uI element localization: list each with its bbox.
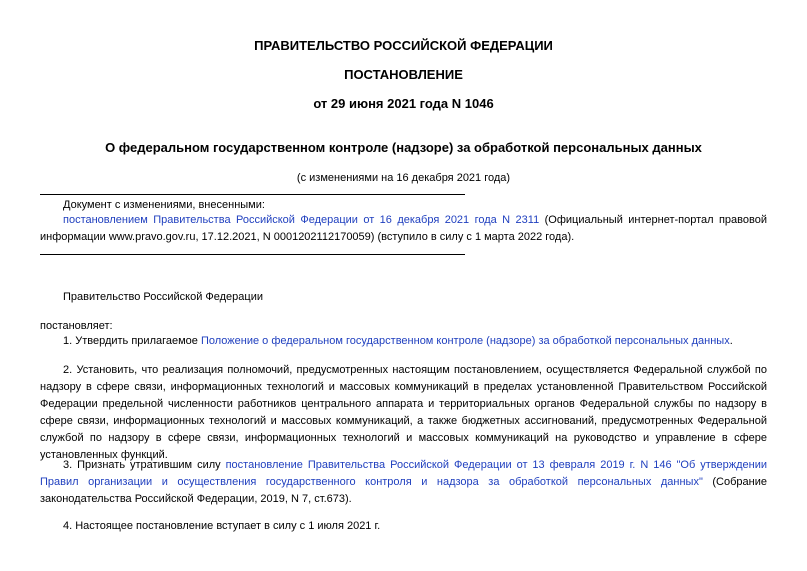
amendment-link[interactable]: постановлением Правительства Российской Федерации от 16 декабря 2021 года N 2311 — [63, 214, 540, 226]
repealed-act-link[interactable]: постановление Правительства Российской Федерации от 13 февраля 2019 г. N 146 "Об утверждении Правил организации и осуществления государственного контроля и надзора за обработкой персональных данных" — [40, 459, 767, 488]
divider-bottom — [40, 254, 465, 255]
doc-type-heading: ПОСТАНОВЛЕНИЕ — [344, 67, 463, 82]
date-number-heading: от 29 июня 2021 года N 1046 — [313, 96, 494, 111]
document-title: О федеральном государственном контроле (надзоре) за обработкой персональных данных — [105, 140, 702, 155]
paragraph-2: 2. Установить, что реализация полномочий, предусмотренных настоящим постановлением, осуществляется Федеральной службой по надзору в сфере связи, информационных технологий и массовых коммуникаций в пределах установленной Правительством Российской Федерации предельной численности работников центрального аппарата и территориальных органов Федеральной службы по надзору в сфере связи, информационных технологий и массовых коммуникаций, а также бюджетных ассигнований, предусмотренных Федеральной службой по надзору в сфере связи, информационных технологий и массовых коммуникаций на руководство и управление в сфере установленных функций. — [40, 364, 767, 461]
paragraph-3: 3. Признать утратившим силу постановление Правительства Российской Федерации от 13 февраля 2019 г. N 146 "Об утверждении Правил организации и осуществления государственного контроля и надзора за обработкой персональных данных" (Собрание законодательства Российской Федерации, 2019, N 7, ст.673). — [40, 459, 767, 505]
paragraph-1: 1. Утвердить прилагаемое Положение о федеральном государственном контроле (надзоре) за обработкой персональных данных. — [63, 335, 733, 347]
issuer-text: Правительство Российской Федерации — [63, 291, 263, 303]
authority-heading: ПРАВИТЕЛЬСТВО РОССИЙСКОЙ ФЕДЕРАЦИИ — [254, 38, 553, 53]
divider-top — [40, 194, 465, 195]
changes-intro: Документ с изменениями, внесенными: — [63, 199, 265, 211]
paragraph-4: 4. Настоящее постановление вступает в силу с 1 июля 2021 г. — [63, 520, 381, 532]
resolves-text: постановляет: — [40, 320, 113, 332]
regulation-link[interactable]: Положение о федеральном государственном контроле (надзоре) за обработкой персональных данных — [200, 335, 730, 347]
edition-note: (с изменениями на 16 декабря 2021 года) — [296, 172, 511, 184]
changes-details — [40, 212, 767, 246]
changes-rest: (Официальный интернет-портал правовой информации www.pravo.gov.ru, 17.12.2021, N 0001202112170059) (вступило в силу с 1 марта 2022 года). — [40, 214, 767, 243]
